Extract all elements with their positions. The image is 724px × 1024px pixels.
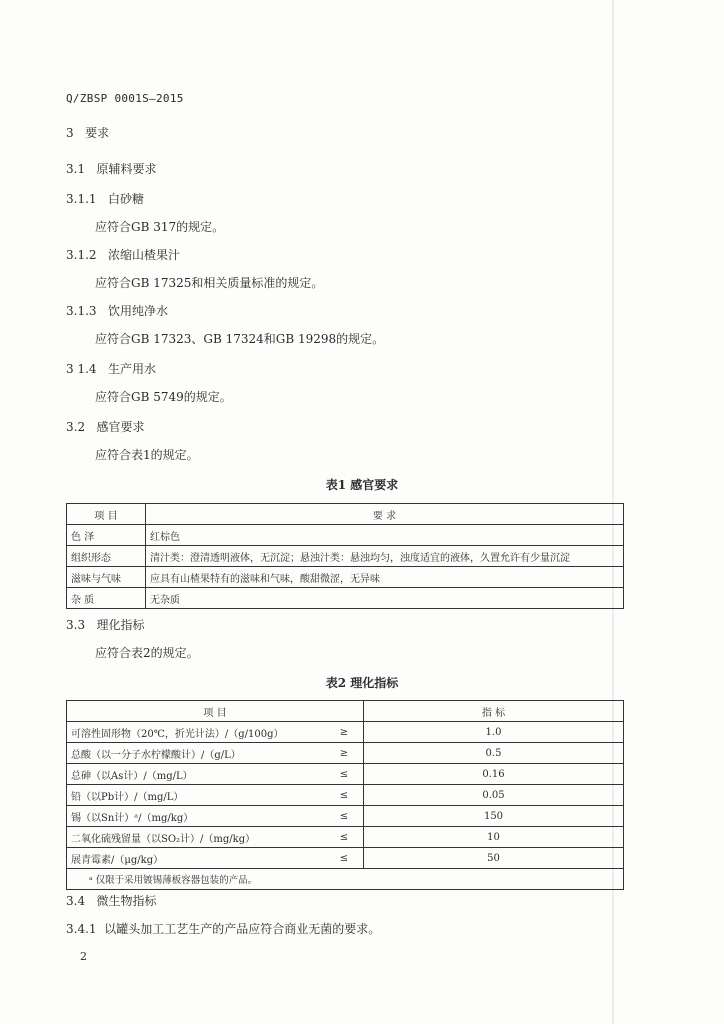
- table1-caption: 表1 感官要求: [325, 478, 399, 492]
- table-cell: 锡（以Sn计）ᵃ/（mg/kg）: [67, 806, 326, 827]
- table-row: [67, 525, 624, 546]
- table-cell: 二氧化硫残留量（以SO₂计）/（mg/kg）: [67, 827, 326, 848]
- physicochemical-table: [66, 700, 624, 890]
- table-row: [67, 806, 624, 827]
- table-header-row: [67, 504, 624, 525]
- section-3-3: 3.3 理化指标: [66, 618, 145, 632]
- table-footnote: ᵃ 仅限于采用镀锡薄板容器包装的产品。: [67, 869, 624, 890]
- section-3-1-1-text: 应符合GB 317的规定。: [95, 220, 225, 234]
- section-3-1-3-text: 应符合GB 17323、GB 17324和GB 19298的规定。: [95, 332, 385, 346]
- table-cell: 杂 质: [67, 588, 146, 609]
- section-3-1-1: 3.1.1 白砂糖: [66, 192, 145, 206]
- table-cell: 0.16: [364, 764, 624, 785]
- table-cell: ≤: [325, 785, 364, 806]
- standard-code: Q/ZBSP 0001S—2015: [66, 92, 184, 105]
- table-header-cell: 项 目: [67, 701, 364, 722]
- section-3-4-1: 3.4.1 以罐头加工工艺生产的产品应符合商业无菌的要求。: [66, 922, 381, 936]
- section-3-1-3: 3.1.3 饮用纯净水: [66, 304, 169, 318]
- table-cell: 10: [364, 827, 624, 848]
- table-row: [67, 827, 624, 848]
- section-3-1-4: 3 1.4 生产用水: [66, 362, 157, 376]
- table-cell: 色 泽: [67, 525, 146, 546]
- table-header-cell: 要 求: [146, 504, 624, 525]
- table-cell: 应具有山楂果特有的滋味和气味，酸甜微涩，无异味: [146, 567, 624, 588]
- section-3-4: 3.4 微生物指标: [66, 894, 157, 908]
- table-cell: 总酸（以一分子水柠檬酸计）/（g/L）: [67, 743, 326, 764]
- section-3-1-2-text: 应符合GB 17325和相关质量标准的规定。: [95, 276, 324, 290]
- table-header-cell: 指 标: [364, 701, 624, 722]
- table2-caption: 表2 理化指标: [325, 676, 399, 690]
- section-3-1-4-text: 应符合GB 5749的规定。: [95, 390, 232, 404]
- table-cell: ≥: [325, 743, 364, 764]
- table-row: [67, 722, 624, 743]
- table-cell: 总砷（以As计）/（mg/L）: [67, 764, 326, 785]
- sensory-table: [66, 503, 624, 609]
- table-cell: ≥: [325, 722, 364, 743]
- table-cell: ≤: [325, 848, 364, 869]
- table-cell: 0.05: [364, 785, 624, 806]
- section-3-2-text: 应符合表1的规定。: [95, 448, 199, 462]
- table-row: [67, 567, 624, 588]
- section-3-1-2: 3.1.2 浓缩山楂果汁: [66, 248, 181, 262]
- table-cell: 红棕色: [146, 525, 624, 546]
- table-cell: 1.0: [364, 722, 624, 743]
- table-note-row: [67, 869, 624, 890]
- table-cell: 铅（以Pb计）/（mg/L）: [67, 785, 326, 806]
- table-cell: ≤: [325, 764, 364, 785]
- table-cell: 0.5: [364, 743, 624, 764]
- table-cell: 清汁类：澄清透明液体，无沉淀；悬浊汁类：悬浊均匀，浊度适宜的液体，久置允许有少量沉淀: [146, 546, 624, 567]
- section-3-1: 3.1 原辅料要求: [66, 162, 157, 176]
- table-row: [67, 588, 624, 609]
- table-row: [67, 848, 624, 869]
- table-cell: 50: [364, 848, 624, 869]
- table-header-row: [67, 701, 624, 722]
- table-cell: 滋味与气味: [67, 567, 146, 588]
- table-cell: 150: [364, 806, 624, 827]
- table-cell: 无杂质: [146, 588, 624, 609]
- table-row: [67, 785, 624, 806]
- table-row: [67, 764, 624, 785]
- table-cell: ≤: [325, 806, 364, 827]
- table-cell: 组织形态: [67, 546, 146, 567]
- section-3: 3 要求: [66, 126, 110, 140]
- table-row: [67, 546, 624, 567]
- section-3-3-text: 应符合表2的规定。: [95, 646, 199, 660]
- table-row: [67, 743, 624, 764]
- table-cell: 可溶性固形物（20℃，折光计法）/（g/100g）: [67, 722, 326, 743]
- table-cell: 展青霉素/（μg/kg）: [67, 848, 326, 869]
- section-3-2: 3.2 感官要求: [66, 420, 145, 434]
- table-cell: ≤: [325, 827, 364, 848]
- table-header-cell: 项 目: [67, 504, 146, 525]
- page-number: 2: [80, 950, 87, 963]
